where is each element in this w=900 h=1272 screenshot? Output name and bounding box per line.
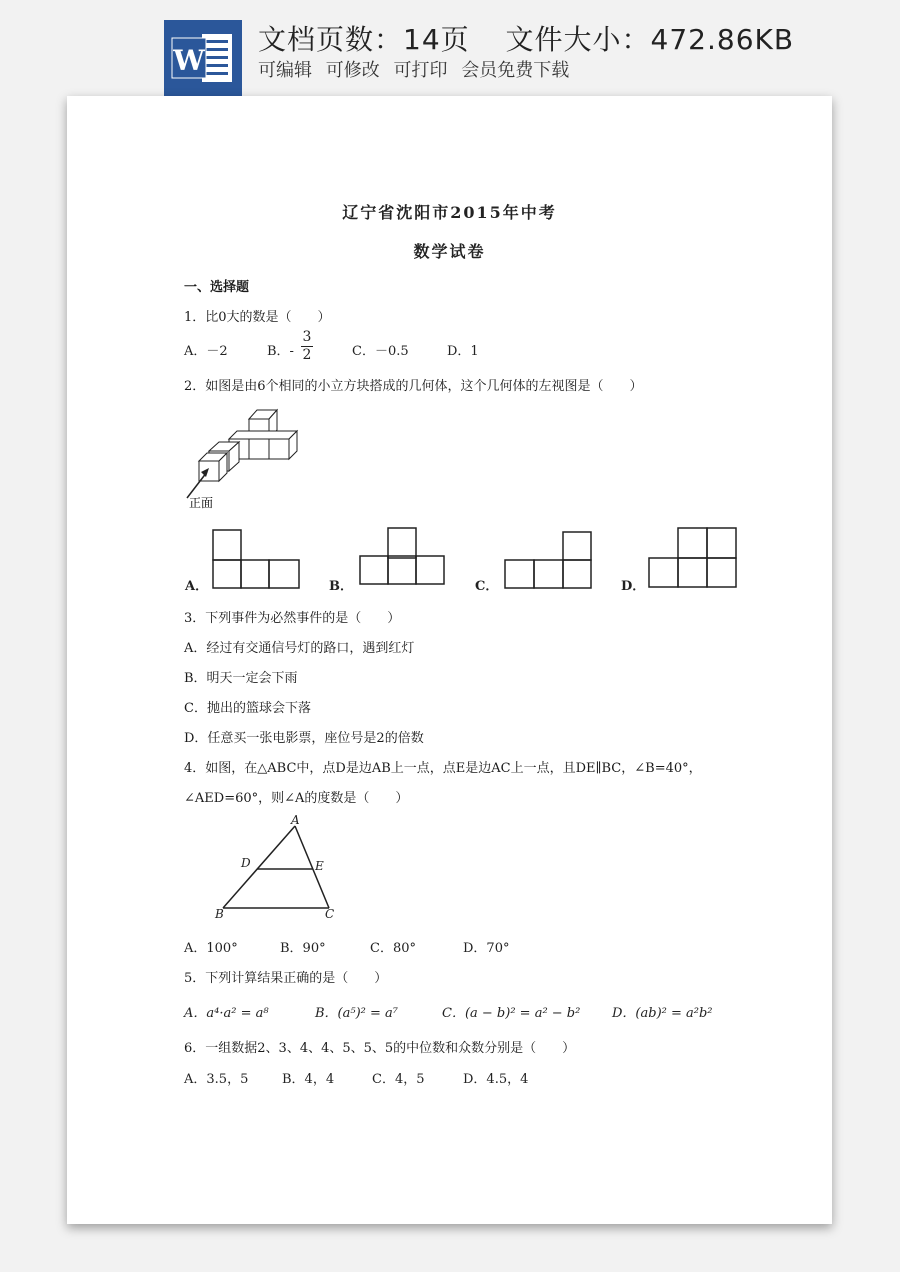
feature-printable: 可打印: [393, 60, 448, 81]
fraction-denominator: 2: [302, 347, 312, 363]
upper-row-cube-2: [249, 439, 269, 459]
q4-stem-line1: 4．如图，在△ABC中，点D是边AB上一点，点E是边AC上一点，且DE∥BC，∠B=40°，: [184, 761, 702, 776]
word-icon-letter: W: [173, 44, 205, 77]
q2-stem: 2．如图是由6个相同的小立方块搭成的几何体，这个几何体的左视图是（ ）: [184, 379, 643, 394]
upper-row-cube-3: [269, 439, 289, 459]
feature-editable: 可编辑: [258, 60, 312, 81]
view-option-b: [360, 528, 444, 584]
view-option-c: [505, 532, 591, 588]
q1-option-a: A．－2: [184, 344, 228, 359]
q5-option-d: D．(ab)² = a²b²: [612, 1006, 713, 1021]
q1-option-b-prefix: B．-: [267, 344, 294, 359]
view-label-b: B．: [329, 579, 353, 594]
front-label: 正面: [189, 496, 214, 510]
feature-list: [258, 56, 577, 82]
q5-option-b: B．(a⁵)² = a⁷: [315, 1006, 398, 1021]
q1-option-d: D．1: [447, 344, 479, 359]
q5-option-c: C．(a − b)² = a² − b²: [442, 1006, 581, 1021]
view-label-d: D．: [621, 579, 646, 594]
upper-row-top-face: [229, 431, 297, 439]
view-label-a: A．: [185, 579, 209, 594]
page-count: 文档页数：14页: [258, 23, 470, 56]
document-title: 辽宁省沈阳市2015年中考: [342, 203, 557, 222]
q6-option-a: A．3.5，5: [184, 1072, 249, 1087]
document-subtitle: 数学试卷: [413, 242, 486, 261]
q6-option-c: C．4，5: [372, 1072, 425, 1087]
q6-stem: 6．一组数据2、3、4、4、5、5、5的中位数和众数分别是（ ）: [184, 1041, 576, 1056]
fraction-numerator: 3: [302, 329, 312, 345]
word-document-icon: [164, 20, 242, 96]
document-page: [67, 96, 832, 1224]
q3-option-a: A．经过有交通信号灯的路口，遇到红灯: [184, 641, 415, 656]
side-ab: [223, 826, 295, 908]
front-arrow: [187, 472, 207, 498]
q4-stem-line2: ∠AED=60°，则∠A的度数是（ ）: [184, 791, 409, 806]
q4-triangle-figure: [207, 814, 347, 924]
q4-option-a: A．100°: [184, 941, 238, 956]
q1-stem: 1．比0大的数是（ ）: [184, 310, 331, 325]
q1-option-b-fraction: [301, 330, 313, 363]
q3-stem: 3．下列事件为必然事件的是（ ）: [184, 611, 401, 626]
q6-option-d: D．4.5，4: [463, 1072, 529, 1087]
q4-option-b: B．90°: [280, 941, 326, 956]
q3-option-d: D．任意买一张电影票，座位号是2的倍数: [184, 731, 424, 746]
q5-option-a: A．a⁴·a² = a⁸: [184, 1006, 269, 1021]
section-heading: 一、选择题: [184, 280, 250, 295]
feature-member-download: 会员免费下载: [461, 60, 570, 81]
q2-solid-figure: [177, 404, 307, 512]
q2-options-views: [177, 524, 757, 596]
vertex-a-label: A: [291, 814, 300, 827]
q3-option-c: C．抛出的篮球会下落: [184, 701, 311, 716]
q6-option-b: B．4，4: [282, 1072, 335, 1087]
view-label-c: C．: [475, 579, 499, 594]
vertex-b-label: B: [215, 907, 224, 921]
view-option-a: [213, 530, 299, 588]
file-size: 文件大小：472.86KB: [505, 23, 795, 56]
q4-option-c: C．80°: [370, 941, 416, 956]
side-ac: [295, 826, 329, 908]
q1-option-c: C．－0.5: [352, 344, 409, 359]
view-option-d: [649, 528, 736, 587]
q3-option-b: B．明天一定会下雨: [184, 671, 298, 686]
download-header: [0, 0, 900, 100]
file-info: [258, 18, 820, 58]
q4-option-d: D．70°: [463, 941, 510, 956]
vertex-c-label: C: [325, 907, 335, 921]
feature-modifiable: 可修改: [325, 60, 380, 81]
point-e-label: E: [315, 859, 324, 873]
point-d-label: D: [241, 856, 251, 870]
q5-stem: 5．下列计算结果正确的是（ ）: [184, 971, 388, 986]
